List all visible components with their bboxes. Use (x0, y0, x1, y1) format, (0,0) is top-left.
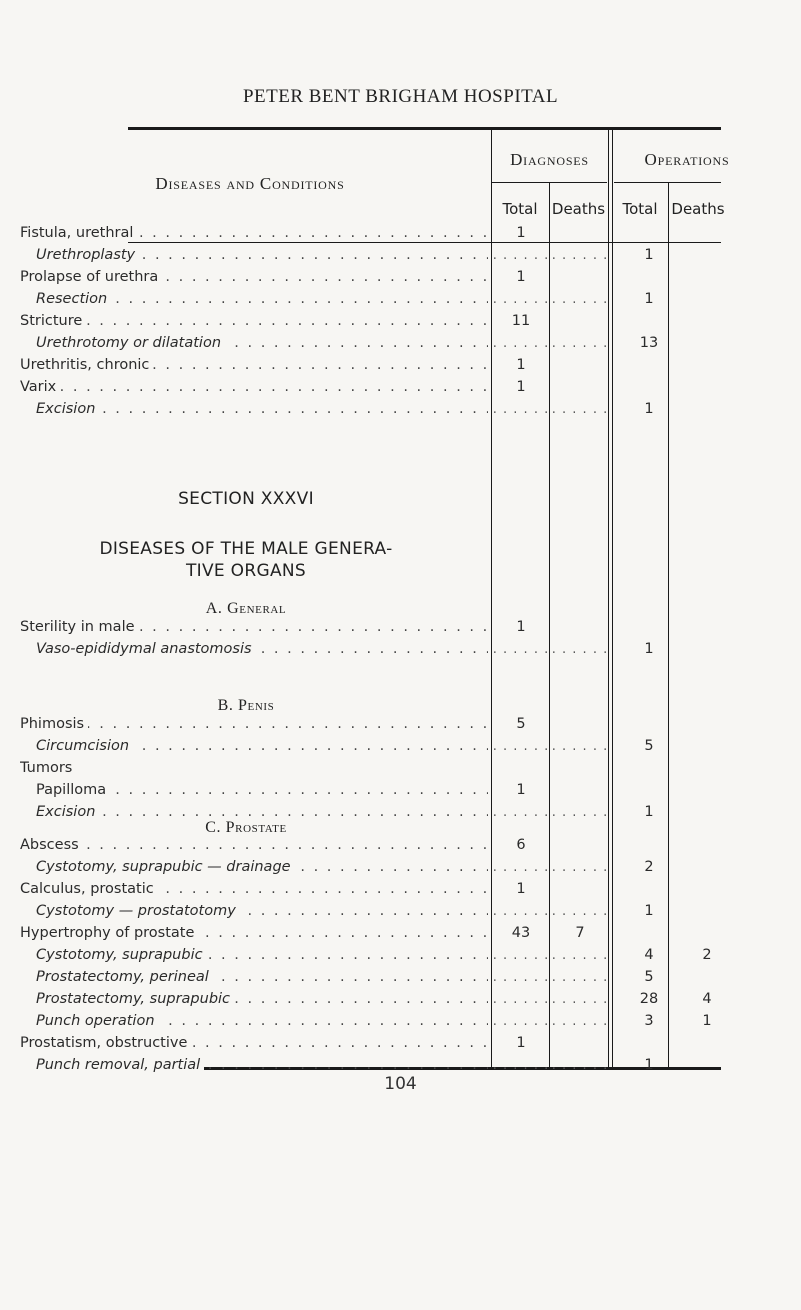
diagnoses-total-cell: 1 (516, 225, 526, 241)
table-row (20, 616, 800, 638)
row-label (36, 988, 488, 1010)
table-row (20, 266, 800, 288)
operations-total-cell: 1 (644, 903, 654, 919)
row-label (36, 900, 488, 922)
diagnoses-deaths-cell (550, 944, 610, 966)
row-label-text: Urethritis, chronic (20, 357, 153, 373)
row-label-text: Sterility in male (20, 619, 139, 635)
operations-total-cell (619, 310, 679, 332)
diagnoses-total-cell (491, 966, 551, 988)
header-diag-total: Total (502, 200, 538, 218)
diagnoses-deaths-cell (550, 354, 610, 376)
operations-deaths-cell (677, 310, 737, 332)
diagnoses-deaths-cell (550, 779, 610, 801)
operations-deaths-cell (677, 757, 737, 779)
operations-total-cell (619, 1032, 679, 1054)
section-title: SECTION XXXVI (178, 489, 314, 509)
row-label-text: Prolapse of urethra (20, 269, 162, 285)
diagnoses-deaths-cell (550, 616, 610, 638)
row-label-text: Prostatism, obstructive (20, 1035, 191, 1051)
row-label (20, 616, 488, 638)
row-label (20, 310, 488, 332)
operations-total-cell (619, 834, 679, 856)
diagnoses-total-cell (491, 398, 551, 420)
row-label (36, 735, 488, 757)
operations-total-cell: 1 (644, 1057, 654, 1073)
row-label (36, 801, 488, 823)
diagnoses-deaths-cell (550, 244, 610, 266)
row-label-text: Punch removal, partial (36, 1057, 204, 1073)
table-row (20, 638, 800, 660)
diagnoses-total-cell: 1 (516, 881, 526, 897)
operations-total-cell (619, 757, 679, 779)
row-label (20, 376, 488, 398)
section-subtitle-line2: TIVE ORGANS (186, 561, 306, 581)
operations-total-cell (619, 779, 679, 801)
diagnoses-total-cell (491, 900, 551, 922)
row-label-text: Phimosis (20, 716, 88, 732)
row-label-text: Circumcision (36, 738, 133, 754)
row-label (20, 834, 488, 856)
row-label (20, 757, 488, 779)
header-diag-deaths: Deaths (551, 200, 606, 218)
row-label-text: Cystotomy, suprapubic (36, 947, 207, 963)
operations-total-cell: 3 (644, 1013, 654, 1029)
row-label-text: Varix (20, 379, 60, 395)
row-label-text: Tumors (20, 760, 76, 776)
row-label (36, 332, 488, 354)
diagnoses-deaths-cell (550, 713, 610, 735)
row-label-text: Resection (36, 291, 111, 307)
table-row (20, 944, 800, 966)
diagnoses-deaths-cell (550, 288, 610, 310)
operations-deaths-cell (677, 222, 737, 244)
table-row (20, 244, 800, 266)
diagnoses-total-cell (491, 332, 551, 354)
row-label (36, 638, 488, 660)
operations-deaths-cell (677, 834, 737, 856)
diagnoses-deaths-cell (550, 1010, 610, 1032)
operations-deaths-cell (677, 354, 737, 376)
header-diseases: Diseases and Conditions (155, 174, 345, 193)
operations-total-cell: 5 (644, 738, 654, 754)
diagnoses-deaths-cell (550, 856, 610, 878)
diagnoses-total-cell: 11 (511, 313, 531, 329)
running-head: PETER BENT BRIGHAM HOSPITAL (242, 86, 559, 107)
operations-total-cell: 1 (644, 641, 654, 657)
diagnoses-deaths-cell (550, 222, 610, 244)
operations-deaths-cell (677, 966, 737, 988)
diagnoses-deaths-cell (550, 398, 610, 420)
header-op-deaths: Deaths (671, 200, 725, 218)
row-label (36, 1054, 488, 1076)
row-label (20, 354, 488, 376)
operations-total-cell: 4 (644, 947, 654, 963)
diagnoses-total-cell: 6 (516, 837, 526, 853)
row-label-text: Excision (36, 401, 99, 417)
group-heading-general: A. General (205, 600, 287, 617)
diagnoses-deaths-cell (550, 878, 610, 900)
row-label (20, 713, 488, 735)
row-label (36, 856, 488, 878)
diagnoses-total-cell: 1 (516, 269, 526, 285)
operations-total-cell (619, 354, 679, 376)
table-row (20, 310, 800, 332)
diagnoses-total-cell (491, 244, 551, 266)
operations-deaths-cell (677, 735, 737, 757)
operations-deaths-cell (677, 288, 737, 310)
operations-deaths-cell (677, 713, 737, 735)
table-row (20, 376, 800, 398)
row-label-text: Stricture (20, 313, 86, 329)
operations-deaths-cell: 1 (702, 1013, 712, 1029)
operations-deaths-cell (677, 398, 737, 420)
operations-deaths-cell (677, 856, 737, 878)
diagnoses-total-cell (491, 757, 551, 779)
row-label-text: Abscess (20, 837, 83, 853)
diagnoses-deaths-cell (550, 310, 610, 332)
operations-deaths-cell (677, 922, 737, 944)
operations-total-cell: 1 (644, 401, 654, 417)
diagnoses-deaths-cell (550, 834, 610, 856)
table-row (20, 922, 800, 944)
diagnoses-total-cell: 1 (516, 782, 526, 798)
diagnoses-total-cell (491, 856, 551, 878)
diagnoses-deaths-cell (550, 638, 610, 660)
operations-total-cell (619, 922, 679, 944)
diagnoses-total-cell: 1 (516, 379, 526, 395)
row-label-text: Papilloma (36, 782, 110, 798)
diagnoses-total-cell: 1 (516, 357, 526, 373)
diagnoses-total-cell (491, 801, 551, 823)
diagnoses-total-cell (491, 288, 551, 310)
row-label (36, 398, 488, 420)
diagnoses-total-cell: 43 (511, 925, 531, 941)
operations-total-cell: 1 (644, 291, 654, 307)
operations-total-cell (619, 376, 679, 398)
diagnoses-total-cell (491, 638, 551, 660)
row-label (20, 222, 488, 244)
row-label (36, 779, 488, 801)
diagnoses-deaths-cell (550, 801, 610, 823)
operations-deaths-cell (677, 1054, 737, 1076)
operations-deaths-cell (677, 266, 737, 288)
header-diagnoses: Diagnoses (510, 150, 589, 169)
row-label (36, 288, 488, 310)
diagnoses-deaths-cell (550, 900, 610, 922)
table-row (20, 713, 800, 735)
table-row (20, 1032, 800, 1054)
diagnoses-deaths-cell: 7 (575, 925, 585, 941)
operations-deaths-cell (677, 779, 737, 801)
diagnoses-deaths-cell (550, 735, 610, 757)
row-label (36, 244, 488, 266)
operations-deaths-cell (677, 1032, 737, 1054)
operations-deaths-cell: 4 (702, 991, 712, 1007)
table-row (20, 288, 800, 310)
operations-deaths-cell (677, 376, 737, 398)
operations-deaths-cell (677, 801, 737, 823)
operations-deaths-cell (677, 616, 737, 638)
operations-total-cell (619, 713, 679, 735)
row-label (20, 266, 488, 288)
operations-total-cell: 1 (644, 804, 654, 820)
row-label-text: Urethroplasty (36, 247, 139, 263)
row-label-text: Vaso-epididymal anastomosis (36, 641, 256, 657)
table-row (20, 834, 800, 856)
header-operations: Operations (644, 150, 730, 169)
diagnoses-deaths-cell (550, 966, 610, 988)
diagnoses-deaths-cell (550, 988, 610, 1010)
group-heading-prostate: C. Prostate (205, 819, 287, 836)
diagnoses-total-cell: 1 (516, 1035, 526, 1051)
diagnoses-deaths-cell (550, 266, 610, 288)
row-label-text: Hypertrophy of prostate (20, 925, 198, 941)
row-label (36, 944, 488, 966)
row-label-text: Punch operation (36, 1013, 159, 1029)
row-label (36, 966, 488, 988)
table-row (20, 735, 800, 757)
diagnoses-total-cell (491, 988, 551, 1010)
table-row (20, 354, 800, 376)
operations-total-cell: 28 (639, 991, 659, 1007)
operations-total-cell: 13 (639, 335, 659, 351)
table-row (20, 878, 800, 900)
operations-total-cell (619, 616, 679, 638)
row-label (36, 1010, 488, 1032)
row-label-text: Cystotomy — prostatotomy (36, 903, 240, 919)
table-row (20, 900, 800, 922)
row-label-text: Prostatectomy, perineal (36, 969, 213, 985)
table-row (20, 757, 800, 779)
diagnoses-total-cell (491, 1054, 551, 1076)
operations-deaths-cell (677, 244, 737, 266)
row-label-text: Urethrotomy or dilatation (36, 335, 225, 351)
table-row (20, 1010, 800, 1032)
diagnoses-total-cell: 5 (516, 716, 526, 732)
operations-deaths-cell (677, 332, 737, 354)
table-row (20, 988, 800, 1010)
operations-total-cell (619, 222, 679, 244)
page-number: 104 (384, 1074, 417, 1094)
row-label (20, 922, 488, 944)
diagnoses-deaths-cell (550, 332, 610, 354)
table-row (20, 1054, 800, 1076)
operations-total-cell: 1 (644, 247, 654, 263)
operations-deaths-cell (677, 878, 737, 900)
diagnoses-deaths-cell (550, 1032, 610, 1054)
table-row (20, 801, 800, 823)
diagnoses-deaths-cell (550, 376, 610, 398)
operations-total-cell: 2 (644, 859, 654, 875)
row-label (20, 1032, 488, 1054)
operations-deaths-cell (677, 638, 737, 660)
table-row (20, 398, 800, 420)
diagnoses-deaths-cell (550, 1054, 610, 1076)
diagnoses-total-cell (491, 1010, 551, 1032)
operations-total-cell (619, 266, 679, 288)
row-label-text: Cystotomy, suprapubic — drainage (36, 859, 295, 875)
row-label-text: Fistula, urethral (20, 225, 137, 241)
operations-total-cell (619, 878, 679, 900)
section-subtitle-line1: DISEASES OF THE MALE GENERA- (99, 539, 393, 559)
table-row (20, 966, 800, 988)
diagnoses-total-cell (491, 735, 551, 757)
row-label-text: Excision (36, 804, 99, 820)
row-label (20, 878, 488, 900)
row-label-text: Calculus, prostatic (20, 881, 158, 897)
group-heading-penis: B. Penis (217, 697, 275, 714)
table-row (20, 222, 800, 244)
diagnoses-total-cell: 1 (516, 619, 526, 635)
table-row (20, 332, 800, 354)
diagnoses-deaths-cell (550, 757, 610, 779)
table-row (20, 856, 800, 878)
row-label-text: Prostatectomy, suprapubic (36, 991, 234, 1007)
operations-total-cell: 5 (644, 969, 654, 985)
table-row (20, 779, 800, 801)
operations-deaths-cell (677, 900, 737, 922)
header-op-total: Total (622, 200, 658, 218)
diagnoses-total-cell (491, 944, 551, 966)
operations-deaths-cell: 2 (702, 947, 712, 963)
